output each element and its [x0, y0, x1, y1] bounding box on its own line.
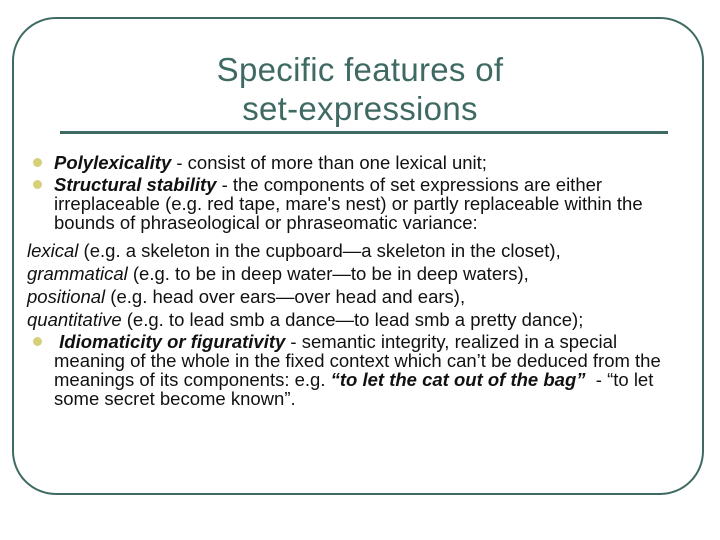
bullet-tail: - “to let some secret become known”. [54, 369, 659, 409]
variance-term: positional [27, 286, 106, 307]
title-divider [60, 131, 668, 134]
variance-positional [0, 285, 720, 308]
bullet-idiomaticity [0, 332, 720, 408]
bullet-dot-icon [33, 180, 42, 189]
variance-lexical [0, 239, 720, 262]
bullet-text: - semantic integrity, realized in a special meaning of the whole in the fixed context which can’t be deduced from the meanings of its components: e.g. [54, 331, 661, 390]
title-line-2: set-expressions [242, 90, 478, 127]
variance-text: (e.g. to lead smb a dance—to lead smb a pretty dance); [121, 309, 584, 330]
bullet-structural-stability [0, 175, 720, 232]
variance-text: (e.g. a skeleton in the cupboard—a skeleton in the closet), [78, 240, 561, 261]
bullet-example: “to let the cat out of the bag” [330, 369, 586, 390]
variance-text: (e.g. head over ears—over head and ears), [105, 286, 466, 307]
bullet-term: Idiomaticity or figurativity [54, 331, 286, 352]
slide-body [0, 153, 720, 411]
variance-term: grammatical [27, 263, 128, 284]
bullet-dot-icon [33, 337, 42, 346]
variance-text: (e.g. to be in deep water—to be in deep waters), [127, 263, 529, 284]
bullet-text: - consist of more than one lexical unit; [171, 152, 487, 173]
variance-grammatical [0, 262, 720, 285]
variance-quantitative [0, 308, 720, 331]
bullet-dot-icon [33, 158, 42, 167]
slide-title [0, 50, 720, 128]
variance-term: quantitative [27, 309, 122, 330]
title-line-1: Specific features of [216, 51, 504, 88]
variance-term: lexical [27, 240, 79, 261]
bullet-term: Polylexicality [54, 152, 172, 173]
bullet-term: Structural stability [54, 174, 217, 195]
bullet-text: - the components of set expressions are either irreplaceable (e.g. red tape, mare's nest) or partly replaceable within the bounds of phraseological or phraseomatic variance: [54, 174, 643, 233]
bullet-polylexicality [0, 153, 720, 172]
